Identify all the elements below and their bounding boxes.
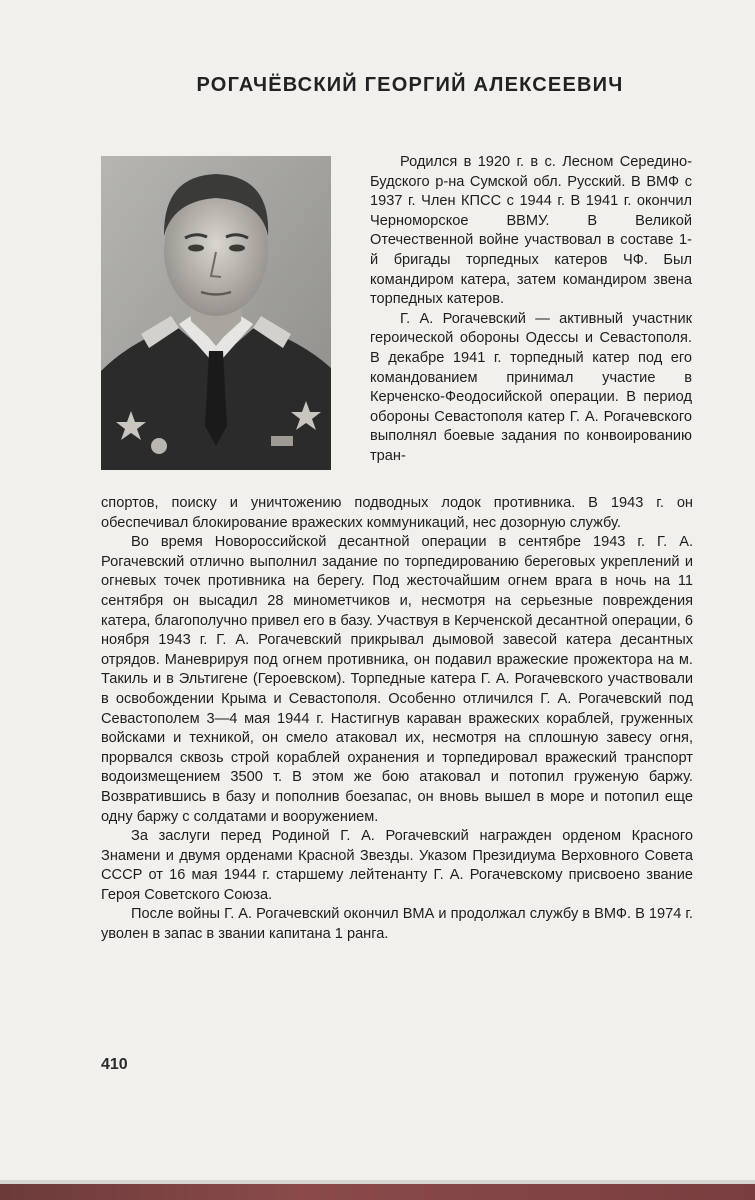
biography-paragraph: спортов, поиску и уничтожению подводных лодок противника. В 1943 г. он обеспечивал блокирование вражеских коммуникаций, нес дозорную службу. — [101, 495, 693, 531]
book-cover-edge — [0, 1184, 755, 1200]
page-number: 410 — [101, 1056, 128, 1073]
portrait-photo — [101, 156, 331, 470]
biography-paragraph: Во время Новороссийской десантной операции в сентябре 1943 г. Г. А. Рогачевский отлично выполнил задание по торпедированию береговых укреплений и огневых точек противника на берегу. Под жесточайшим огнем врага в ночь на 11 сентября он высадил 28 минометчиков и, несмотря на серьезные повреждения катера, благополучно привел его в базу. Участвуя в Керченской десантной операции, 6 ноября 1943 г. Г. А. Рогачевский прикрывал дымовой завесой катера десантных отрядов. Маневрируя под огнем противника, он подавил вражеские прожектора на м. Такиль и в Эльтигене (Героевском). Торпедные катера Г. А. Рогачевского участвовали в освобождении Крыма и Севастополя. Особенно отличился Г. А. Рогачевский под Севастополем 3—4 мая 1944 г. Настигнув караван вражеских кораблей, груженных войсками и техникой, он смело атаковал их, несмотря на сплошную завесу огня, прорвался сквозь строй кораблей охранения и торпедировал вражеский транспорт водоизмещением 3500 т. В этом же бою атаковал и потопил груженую баржу. Возвратившись в базу и пополнив боезапас, он вновь вышел в море и потопил еще одну баржу с солдатами и вооружением. — [101, 534, 693, 825]
biography-paragraph: За заслуги перед Родиной Г. А. Рогачевский награжден орденом Красного Знамени и двумя орденами Красной Звезды. Указом Президиума Верховного Совета СССР от 16 мая 1944 г. старшему лейтенанту Г. А. Рогачевскому присвоено звание Героя Советского Союза. — [101, 828, 693, 903]
biography-paragraph: После войны Г. А. Рогачевский окончил ВМА и продолжал службу в ВМФ. В 1974 г. уволен в запас в звании капитана 1 ранга. — [101, 906, 693, 943]
page-title: РОГАЧЁВСКИЙ ГЕОРГИЙ АЛЕКСЕЕВИЧ — [196, 74, 624, 96]
biography-paragraph: Г. А. Рогачевский — активный участник героической обороны Одессы и Севастополя. В декабре 1941 г. торпедный катер под его командованием принимал участие в Керченско-Феодосийской операции. В период обороны Севастополя катер Г. А. Рогачевского выполнял боевые задания по конвоированию тран- — [370, 310, 692, 464]
officer-portrait-icon — [101, 156, 331, 470]
main-text — [101, 494, 693, 945]
biography-paragraph: Родился в 1920 г. в с. Лесном Середино-Будского р-на Сумской обл. Русский. В ВМФ с 1937 г. Член КПСС с 1944 г. В 1941 г. окончил Черноморское ВВМУ. В Великой Отечественной войне участвовал в составе 1-й бригады торпедных катеров ЧФ. Был командиром катера, затем командиром звена торпедных катеров. — [370, 154, 692, 308]
intro-column — [370, 153, 692, 467]
